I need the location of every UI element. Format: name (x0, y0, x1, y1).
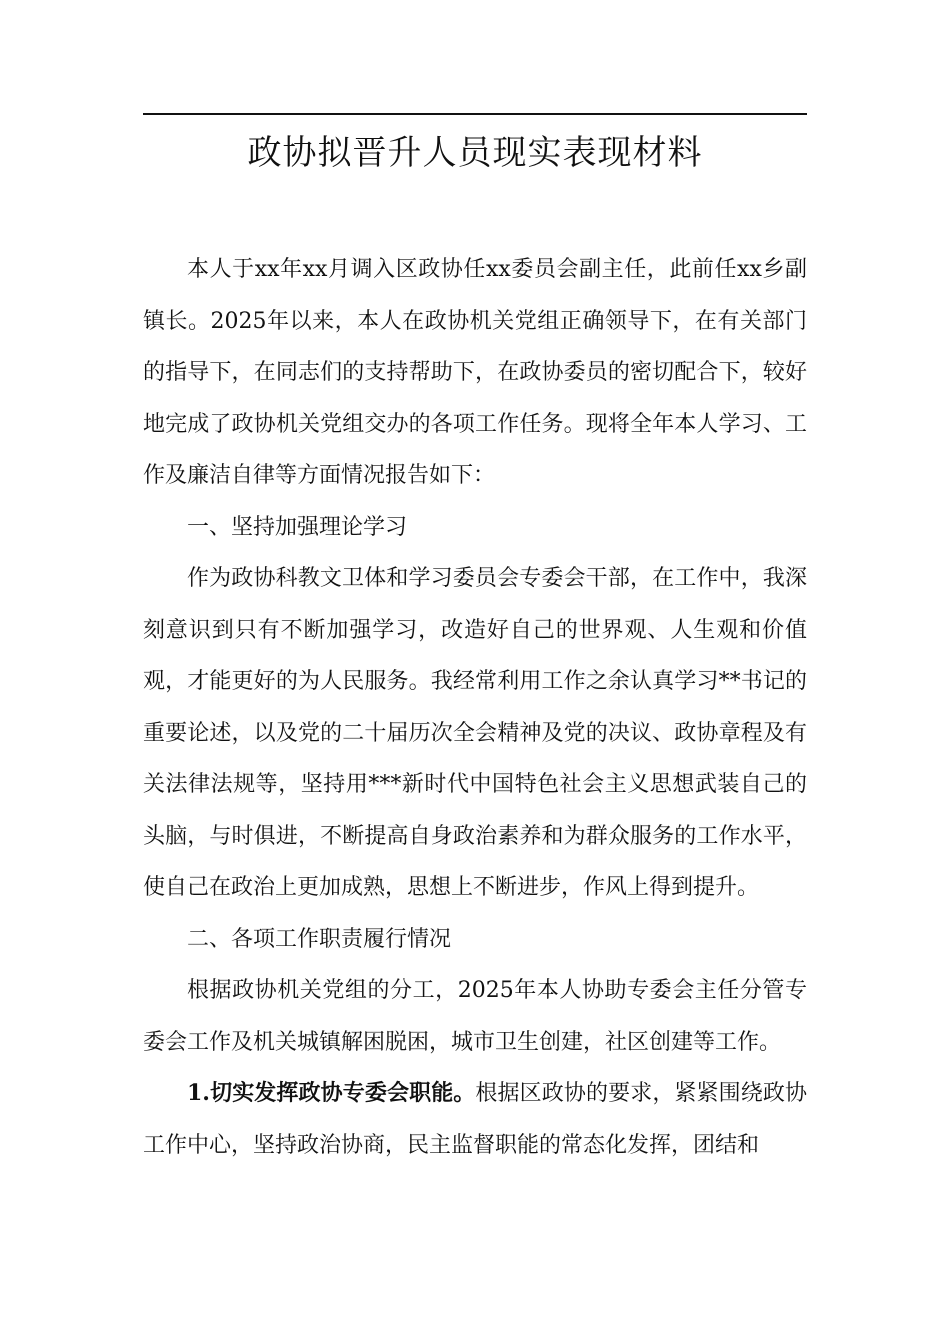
section-2-paragraph: 根据政协机关党组的分工，2025年本人协助专委会主任分管专委会工作及机关城镇解困脱困，城市卫生创建，社区创建等工作。 (143, 978, 807, 1055)
section-2-heading: 二、各项工作职责履行情况 (187, 926, 452, 952)
intro-paragraph: 本人于xx年xx月调入区政协任xx委员会副主任，此前任xx乡副镇长。2025年以来，本人在政协机关党组正确领导下，在有关部门的指导下，在同志们的支持帮助下，在政协委员的密切配合下，较好地完成了政协机关党组交办的各项工作任务。现将全年本人学习、工作及廉洁自律等方面情况报告如下： (143, 257, 807, 488)
item-1-paragraph (143, 1068, 807, 1171)
item-1-lead: 1.切实发挥政协专委会职能。 (187, 1080, 476, 1106)
item-1-body: 根据区政协的要求，紧紧围绕政协工作中心，坚持政治协商，民主监督职能的常态化发挥，团结和 (143, 1081, 807, 1158)
document-body (143, 244, 807, 1171)
section-1-heading: 一、坚持加强理论学习 (187, 514, 408, 540)
section-1-paragraph: 作为政协科教文卫体和学习委员会专委会干部，在工作中，我深刻意识到只有不断加强学习，改造好自己的世界观、人生观和价值观，才能更好的为人民服务。我经常利用工作之余认真学习**书记的重要论述，以及党的二十届历次全会精神及党的决议、政协章程及有关法律法规等，坚持用***新时代中国特色社会主义思想武装自己的头脑，与时俱进，不断提高自身政治素养和为群众服务的工作水平，使自己在政治上更加成熟，思想上不断进步，作风上得到提升。 (143, 566, 807, 900)
header-rule (143, 113, 807, 115)
document-title: 政协拟晋升人员现实表现材料 (247, 133, 703, 173)
